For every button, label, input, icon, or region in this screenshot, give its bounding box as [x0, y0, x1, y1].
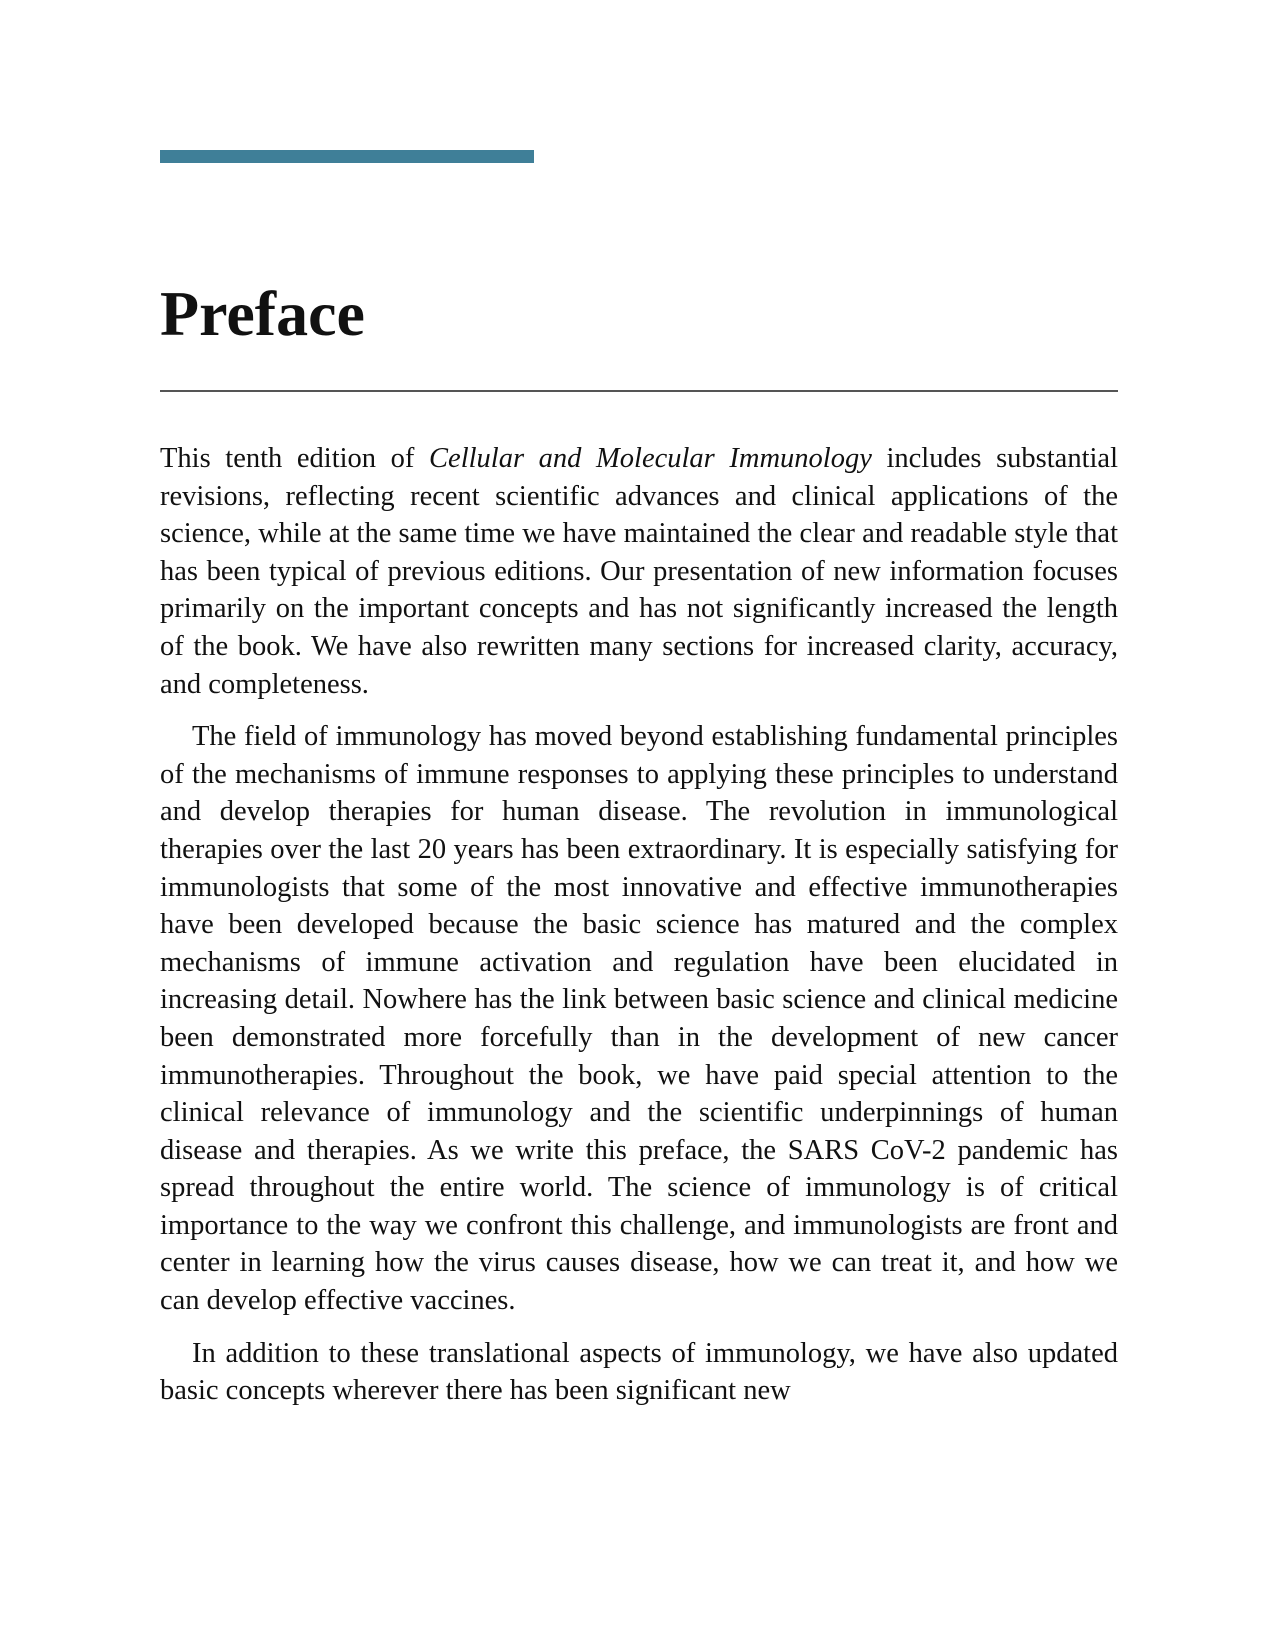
page-title: Preface — [160, 278, 365, 349]
paragraph-1-rest: includes substantial revisions, reflecting recent scientific advances and clinical applications of the science, while at the same time we have maintained the clear and readable style that has been typical of previous editions. Our presentation of new information focuses primarily on the important concepts and has not significantly increased the length of the book. We have also rewritten many sections for increased clarity, accuracy, and completeness. — [160, 443, 1118, 700]
title-divider — [160, 390, 1118, 392]
paragraph-1 — [160, 440, 1118, 703]
paragraph-1-lead: This tenth edition of — [160, 443, 430, 474]
book-title: Cellular and Molecular Immunology — [429, 443, 872, 474]
body-text — [160, 440, 1118, 1425]
accent-bar — [160, 150, 534, 163]
paragraph-2: The field of immunology has moved beyond establishing fundamental principles of the mechanisms of immune responses to applying these principles to understand and develop therapies for human disease. The revolution in immunological therapies over the last 20 years has been extraordinary. It is especially satisfying for immunologists that some of the most innovative and effective immunotherapies have been developed because the basic science has matured and the complex mechanisms of immune activation and regulation have been elucidated in increasing detail. Nowhere has the link between basic science and clinical medicine been demonstrated more forcefully than in the development of new cancer immunotherapies. Throughout the book, we have paid special attention to the clinical relevance of immunology and the scientific underpinnings of human disease and therapies. As we write this preface, the SARS CoV-2 pandemic has spread throughout the entire world. The science of immunology is of critical importance to the way we confront this challenge, and immunologists are front and center in learning how the virus causes disease, how we can treat it, and how we can develop effective vaccines. — [160, 721, 1118, 1317]
paragraph-3: In addition to these translational aspects of immunology, we have also updated basic concepts wherever there has been significant new — [160, 1337, 1118, 1407]
